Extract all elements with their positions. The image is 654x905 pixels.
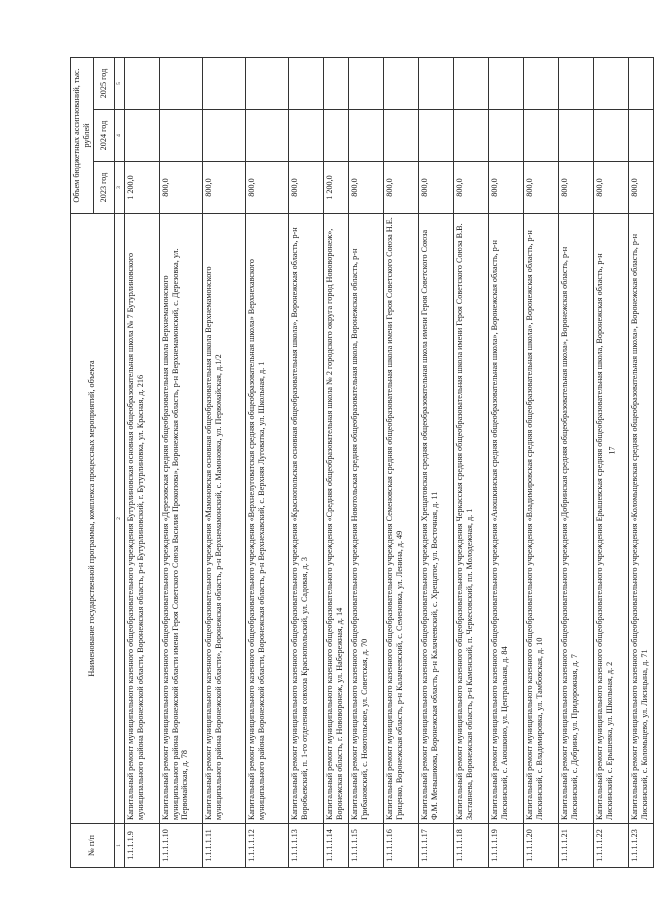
- row-number: 1.1.1.1.15: [348, 824, 383, 868]
- table-row: [523, 57, 558, 867]
- row-amount-2025: [383, 57, 418, 109]
- header-no: № п/п: [71, 824, 115, 868]
- row-amount-2023: 800,0: [453, 162, 488, 214]
- header-year-2023: 2023 год: [93, 162, 114, 214]
- row-amount-2025: [628, 57, 653, 109]
- row-amount-2025: [159, 57, 202, 109]
- index-cell: 4: [114, 110, 124, 162]
- row-amount-2025: [245, 57, 288, 109]
- row-number: 1.1.1.1.18: [453, 824, 488, 868]
- row-amount-2024: [558, 110, 593, 162]
- row-number: 1.1.1.1.17: [418, 824, 453, 868]
- table-header-row: [71, 57, 94, 867]
- row-amount-2024: [383, 110, 418, 162]
- table-row: [558, 57, 593, 867]
- row-name: Капитальный ремонт муниципального казенного общеобразовательного учреждения «Добринская средняя общеобразовательная школа», Воронежская область, р-н Лискинский, с. Добрино, ул. Придорожная, д. 7: [558, 214, 593, 824]
- row-amount-2024: [348, 110, 383, 162]
- index-cell: 5: [114, 57, 124, 109]
- row-number: 1.1.1.1.10: [159, 824, 202, 868]
- row-amount-2024: [124, 110, 159, 162]
- row-amount-2025: [418, 57, 453, 109]
- row-amount-2023: 800,0: [488, 162, 523, 214]
- row-name: Капитальный ремонт муниципального казенного общеобразовательного учреждения Новотольская средняя общеобразовательная школа, Воронежская область, р-н Грибановский, с. Новотольское, ул. Советская, д. 70: [348, 214, 383, 824]
- table-row: [245, 57, 288, 867]
- table-row: [593, 57, 628, 867]
- row-amount-2024: [628, 110, 653, 162]
- row-amount-2025: [348, 57, 383, 109]
- row-amount-2023: 800,0: [558, 162, 593, 214]
- row-amount-2025: [523, 57, 558, 109]
- header-year-2024: 2024 год: [93, 110, 114, 162]
- row-amount-2024: [288, 110, 323, 162]
- table-row: [488, 57, 523, 867]
- row-number: 1.1.1.1.21: [558, 824, 593, 868]
- row-amount-2025: [488, 57, 523, 109]
- row-amount-2023: 1 200,0: [323, 162, 348, 214]
- table-body: [124, 57, 653, 867]
- row-amount-2024: [202, 110, 245, 162]
- rotated-table-container: [70, 58, 649, 868]
- row-amount-2025: [593, 57, 628, 109]
- index-cell: 1: [114, 824, 124, 868]
- table-row: [202, 57, 245, 867]
- header-year-2025: 2025 год: [93, 57, 114, 109]
- row-amount-2023: 800,0: [348, 162, 383, 214]
- row-amount-2025: [453, 57, 488, 109]
- row-number: 1.1.1.1.12: [245, 824, 288, 868]
- row-amount-2023: 800,0: [202, 162, 245, 214]
- row-name: Капитальный ремонт муниципального казенного общеобразовательного учреждения «Дерезовская средняя общеобразовательная школа Верхнемамонского муниципального района Воронежской области имени Героя Советского Союза Василия Прокопова», Воронежская область, р-н Верхнемамонский, с. Дерезовка, ул. Первомайская, д. 78: [159, 214, 202, 824]
- row-name: Капитальный ремонт муниципального казенного общеобразовательного учреждения «Мамоновская основная общеобразовательная школа Верхнемамонского муниципального района Воронежской области», Воронежская область, р-н Верхнемамонский, с. Мамоновка, ул. Первомайская, д.1/2: [202, 214, 245, 824]
- page-number: 17: [607, 446, 617, 455]
- row-name: Капитальный ремонт муниципального казенного общеобразовательного учреждения «Аношкинская средняя общеобразовательная школа», Воронежская область, р-н Лискинский, с. Аношкино, ул. Центральная, д. 84: [488, 214, 523, 824]
- table-index-row: [114, 57, 124, 867]
- row-name: Капитальный ремонт муниципального казенного общеобразовательного учреждения Бутурлиновская основная общеобразовательная школа № 7 Бутурлиновского муниципального района Воронежской области, Воронежская область, р-н Бутурлиновский, г. Бутурлиновка, ул. Красная, д. 216: [124, 214, 159, 824]
- row-amount-2024: [593, 110, 628, 162]
- row-amount-2024: [523, 110, 558, 162]
- row-number: 1.1.1.1.22: [593, 824, 628, 868]
- index-cell: 2: [114, 214, 124, 824]
- row-amount-2023: 800,0: [159, 162, 202, 214]
- row-amount-2023: 800,0: [245, 162, 288, 214]
- row-number: 1.1.1.1.13: [288, 824, 323, 868]
- row-amount-2023: 1 200,0: [124, 162, 159, 214]
- row-name: Капитальный ремонт муниципального казенного общеобразовательного учреждения «Средняя общеобразовательная школа № 2 городского округа город Нововоронеж», Воронежская область, г. Нововоронеж, ул. Набережная, д. 14: [323, 214, 348, 824]
- row-number: 1.1.1.1.9: [124, 824, 159, 868]
- row-number: 1.1.1.1.20: [523, 824, 558, 868]
- row-amount-2024: [323, 110, 348, 162]
- table-row: [628, 57, 653, 867]
- row-number: 1.1.1.1.14: [323, 824, 348, 868]
- row-name: Капитальный ремонт муниципального казенного общеобразовательного учреждения Ерышевская средняя общеобразовательная школа, Воронежская область, р-н Лискинский, с. Ерышевка, ул. Школьная, д. 2: [593, 214, 628, 824]
- header-name: Наименование государственной программы, комплекса процессных мероприятий, объекта: [71, 214, 115, 824]
- table-row: [383, 57, 418, 867]
- row-name: Капитальный ремонт муниципального казенного общеобразовательного учреждения Хрещатовская средняя общеобразовательная школа имени Героя Советского Союза Ф.М. Меньшикова, Воронежская область, р-н Калачеевский, с. Хрещатое, ул. Восточная, д. 11: [418, 214, 453, 824]
- table-row: [159, 57, 202, 867]
- header-budget: Объем бюджетных ассигнований, тыс. рублей: [71, 57, 94, 213]
- row-amount-2023: 800,0: [418, 162, 453, 214]
- row-amount-2025: [124, 57, 159, 109]
- row-amount-2025: [288, 57, 323, 109]
- row-amount-2024: [418, 110, 453, 162]
- row-number: 1.1.1.1.11: [202, 824, 245, 868]
- row-name: Капитальный ремонт муниципального казенного общеобразовательного учреждения «Коломыцевская средняя общеобразовательная школа», Воронежская область, р-н Лискинский, с. Коломыцево, ул. Лисицына, д. 71: [628, 214, 653, 824]
- row-amount-2024: [453, 110, 488, 162]
- row-amount-2025: [202, 57, 245, 109]
- row-amount-2024: [245, 110, 288, 162]
- row-name: Капитальный ремонт муниципального казенного общеобразовательного учреждения «Владимировская средняя общеобразовательная школа», Воронежская область, р-н Лискинский, с. Владимировка, ул. Тамбовская, д. 10: [523, 214, 558, 824]
- row-number: 1.1.1.1.16: [383, 824, 418, 868]
- row-name: Капитальный ремонт муниципального казенного общеобразовательного учреждения Черкасская средняя общеобразовательная школа имени Героя Советского Союза В.В. Заставнева, Воронежская область, р-н Каменский, п. Черкесовский, пл. Молодежная, д. 1: [453, 214, 488, 824]
- row-amount-2023: 800,0: [523, 162, 558, 214]
- row-amount-2023: 800,0: [288, 162, 323, 214]
- row-amount-2025: [558, 57, 593, 109]
- table-row: [124, 57, 159, 867]
- row-amount-2023: 800,0: [593, 162, 628, 214]
- index-cell: 3: [114, 162, 124, 214]
- row-name: Капитальный ремонт муниципального казенного общеобразовательного учреждения «Верхнелуговатская средняя общеобразовательная школа» Верхнехавского муниципального района Воронежской области, Воронежская область, р-н Верхнехавский, с. Верхняя Луговатка, ул. Школьная, д. 1: [245, 214, 288, 824]
- table-row: [418, 57, 453, 867]
- table-row: [453, 57, 488, 867]
- row-amount-2025: [323, 57, 348, 109]
- row-number: 1.1.1.1.19: [488, 824, 523, 868]
- row-name: Капитальный ремонт муниципального казенного общеобразовательного учреждения «Краснопольская основная общеобразовательная школа», Воронежская область, р-н Воробьевский, п. 1-го отделения совхоза Краснопольский, ул. Садовая, д. 3: [288, 214, 323, 824]
- table-row: [348, 57, 383, 867]
- table-row: [288, 57, 323, 867]
- row-name: Капитальный ремонт муниципального казенного общеобразовательного учреждения Семеновская средняя общеобразовательная школа имени Героя Советского Союза Н.Е. Гриценко, Воронежская область, р-н Калачеевский, с. Семеновка, ул. Ленина, д. 49: [383, 214, 418, 824]
- row-amount-2023: 800,0: [628, 162, 653, 214]
- table-row: [323, 57, 348, 867]
- budget-table: [70, 57, 654, 868]
- row-number: 1.1.1.1.23: [628, 824, 653, 868]
- row-amount-2023: 800,0: [383, 162, 418, 214]
- row-amount-2024: [159, 110, 202, 162]
- row-amount-2024: [488, 110, 523, 162]
